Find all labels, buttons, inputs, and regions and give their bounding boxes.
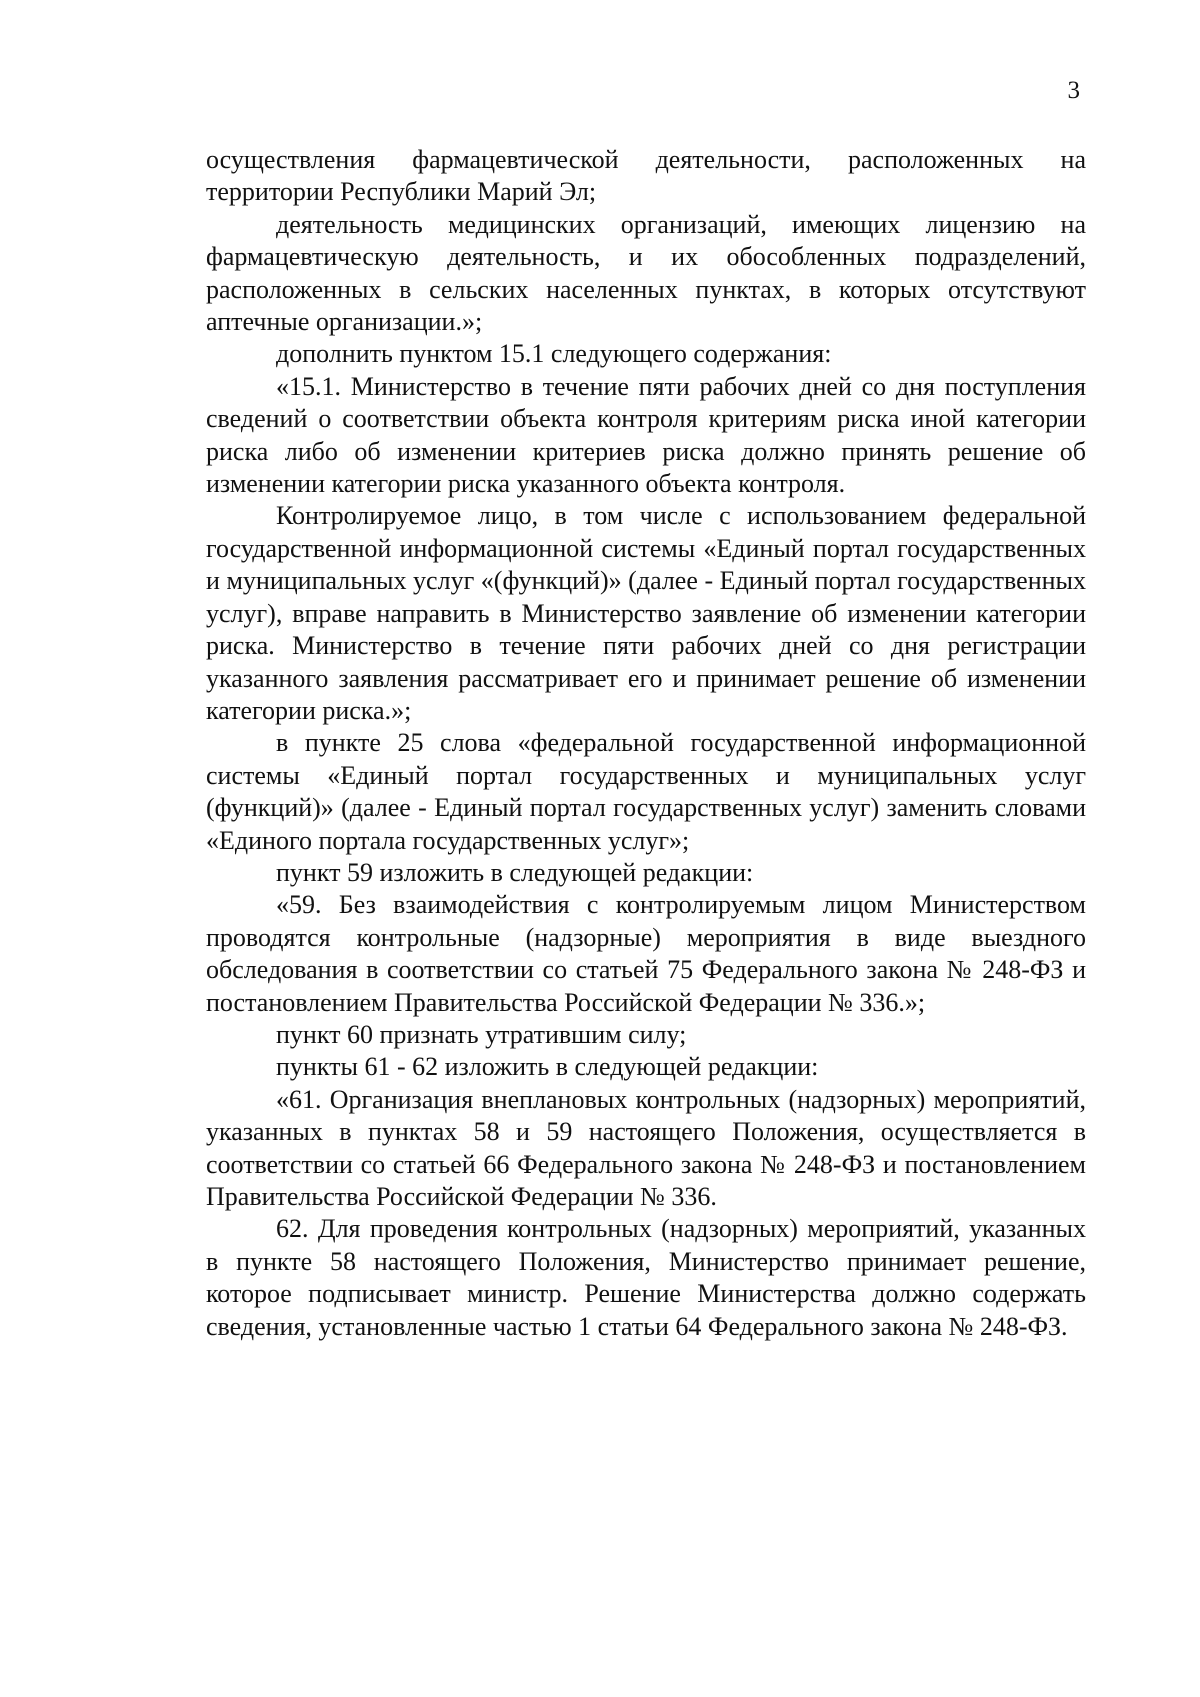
paragraph-9: пункт 60 признать утратившим силу; xyxy=(276,1019,687,1049)
page-number: 3 xyxy=(1067,77,1080,104)
paragraph-1: осуществления фармацевтической деятельности, расположенных на территории Республики Марий Эл; xyxy=(206,145,1086,207)
paragraph-5: Контролируемое лицо, в том числе с использованием федеральной государственной информационной системы «Единый портал государственных и муниципальных услуг «(функций)» (далее - Единый портал государственных услуг), вправе направить в Министерство заявление об изменении категории риска. Министерство в течение пяти рабочих дней со дня регистрации указанного заявления рассматривает его и принимает решение об изменении категории риска.»; xyxy=(206,501,1086,725)
paragraph-7: пункт 59 изложить в следующей редакции: xyxy=(276,857,754,887)
paragraph-10: пункты 61 - 62 изложить в следующей редакции: xyxy=(276,1052,819,1082)
paragraph-3: дополнить пунктом 15.1 следующего содержания: xyxy=(276,339,832,369)
paragraph-12: 62. Для проведения контрольных (надзорных) мероприятий, указанных в пункте 58 настоящего Положения, Министерство принимает решение, которое подписывает министр. Решение Министерства должно содержать сведения, установленные частью 1 статьи 64 Федерального закона № 248-ФЗ. xyxy=(206,1214,1086,1341)
paragraph-8: «59. Без взаимодействия с контролируемым лицом Министерством проводятся контрольные (надзорные) мероприятия в виде выездного обследования в соответствии со статьей 75 Федерального закона № 248-ФЗ и постановлением Правительства Российской Федерации № 336.»; xyxy=(206,890,1086,1017)
document-body xyxy=(206,144,1086,1343)
paragraph-6: в пункте 25 слова «федеральной государственной информационной системы «Единый портал государственных и муниципальных услуг (функций)» (далее - Единый портал государственных услуг) заменить словами «Единого портала государственных услуг»; xyxy=(206,728,1086,855)
paragraph-11: «61. Организация внеплановых контрольных (надзорных) мероприятий, указанных в пунктах 58 и 59 настоящего Положения, осуществляется в соответствии со статьей 66 Федерального закона № 248-ФЗ и постановлением Правительства Российской Федерации № 336. xyxy=(206,1084,1086,1211)
paragraph-2: деятельность медицинских организаций, имеющих лицензию на фармацевтическую деятельность, и их обособленных подразделений, расположенных в сельских населенных пунктах, в которых отсутствуют аптечные организации.»; xyxy=(206,209,1086,337)
paragraph-4: «15.1. Министерство в течение пяти рабочих дней со дня поступления сведений о соответствии объекта контроля критериям риска иной категории риска либо об изменении критериев риска должно принять решение об изменении категории риска указанного объекта контроля. xyxy=(206,371,1086,499)
